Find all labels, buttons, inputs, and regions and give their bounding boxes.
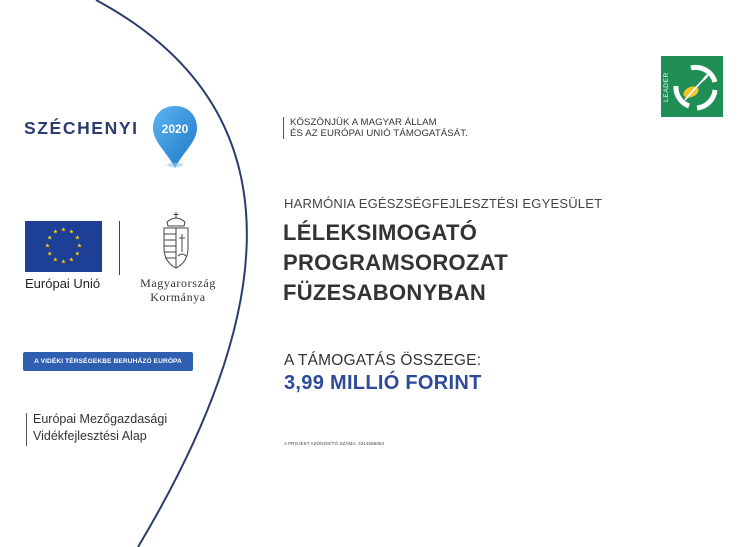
thanks-text bbox=[290, 117, 468, 139]
svg-text:★: ★ bbox=[68, 228, 75, 236]
thanks-divider bbox=[283, 117, 284, 139]
logo-divider bbox=[119, 221, 120, 275]
emva-label bbox=[33, 411, 167, 445]
project-title bbox=[283, 218, 508, 308]
government-label bbox=[128, 276, 228, 304]
hungarian-coat-of-arms-icon bbox=[157, 212, 195, 270]
szechenyi-year: 2020 bbox=[161, 122, 189, 136]
thanks-line1: KÖSZÖNJÜK A MAGYAR ÁLLAM bbox=[290, 117, 437, 128]
thanks-line2: ÉS AZ EURÓPAI UNIÓ TÁMOGATÁSÁT. bbox=[290, 128, 468, 139]
svg-text:★: ★ bbox=[47, 234, 53, 242]
emva-divider bbox=[26, 413, 27, 446]
organization-name: HARMÓNIA EGÉSZSÉGFEJLESZTÉSI EGYESÜLET bbox=[284, 196, 603, 211]
leader-logo-icon bbox=[661, 56, 723, 117]
leader-label: LEADER bbox=[663, 72, 670, 102]
project-title-line2: PROGRAMSOROZAT bbox=[283, 250, 509, 275]
svg-text:★: ★ bbox=[52, 256, 59, 264]
svg-text:★: ★ bbox=[47, 250, 53, 258]
support-amount: 3,99 MILLIÓ FORINT bbox=[284, 372, 482, 394]
emva-line1: Európai Mezőgazdasági bbox=[33, 412, 168, 426]
support-label: A TÁMOGATÁS ÖSSZEGE: bbox=[284, 352, 482, 369]
government-label-line1: Magyarország bbox=[140, 276, 216, 290]
szechenyi-2020-pin-logo bbox=[151, 104, 199, 170]
project-title-line1: LÉLEKSIMOGATÓ bbox=[283, 220, 478, 245]
eu-rural-ribbon: A VIDÉKI TÉRSÉGEKBE BERUHÁZÓ EURÓPA bbox=[23, 352, 193, 371]
svg-text:★: ★ bbox=[74, 234, 80, 242]
emva-line2: Vidékfejlesztési Alap bbox=[33, 429, 147, 443]
government-label-line2: Kormánya bbox=[150, 290, 206, 304]
svg-text:★: ★ bbox=[60, 226, 67, 234]
eu-flag-icon bbox=[25, 221, 102, 272]
svg-text:★: ★ bbox=[60, 258, 67, 266]
svg-text:★: ★ bbox=[68, 256, 75, 264]
project-title-line3: FÜZESABONYBAN bbox=[283, 280, 487, 305]
svg-text:★: ★ bbox=[74, 250, 80, 258]
project-id: A PROJEKT AZONOSÍTÓ SZÁMA: 3314586054 bbox=[284, 441, 385, 446]
svg-text:★: ★ bbox=[44, 242, 51, 250]
svg-text:★: ★ bbox=[52, 228, 59, 236]
szechenyi-wordmark: SZÉCHENYI bbox=[24, 118, 139, 138]
svg-text:★: ★ bbox=[76, 242, 83, 250]
eu-label: Európai Unió bbox=[25, 276, 101, 291]
